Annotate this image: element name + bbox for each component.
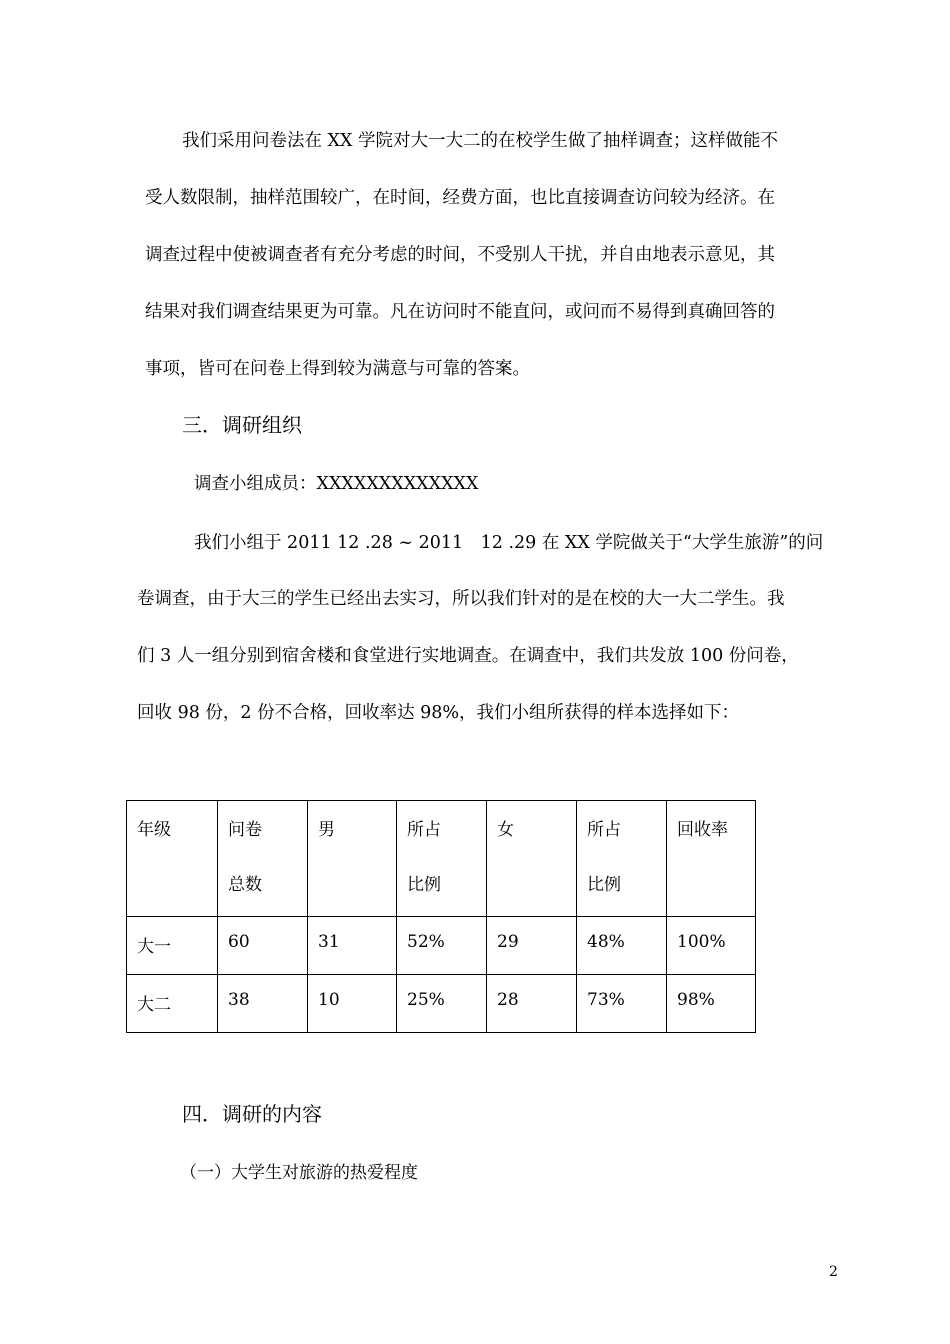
table-cell: 大一 xyxy=(127,917,218,975)
sample-table xyxy=(126,800,756,1033)
table-cell: 大二 xyxy=(127,975,218,1033)
table-cell: 60 xyxy=(218,917,308,975)
header-cell-female: 女 xyxy=(487,801,577,917)
table-cell: 52% xyxy=(397,917,487,975)
subsection-1-title: （一）大学生对旅游的热爱程度 xyxy=(180,1163,418,1183)
header-cell-grade: 年级 xyxy=(127,801,218,917)
table-cell: 31 xyxy=(308,917,397,975)
table-cell: 100% xyxy=(667,917,756,975)
header-cell-male: 男 xyxy=(308,801,397,917)
table-cell: 10 xyxy=(308,975,397,1033)
paragraph-2-line-4: 回收 98 份，2 份不合格，回收率达 98%，我们小组所获得的样本选择如下： xyxy=(137,703,740,723)
table-cell: 98% xyxy=(667,975,756,1033)
table-cell: 48% xyxy=(577,917,667,975)
members-line: 调查小组成员：XXXXXXXXXXXXX xyxy=(194,474,479,494)
paragraph-1-line-1: 我们采用问卷法在 XX 学院对大一大二的在校学生做了抽样调查；这样做能不 xyxy=(182,131,779,151)
paragraph-1-line-2: 受人数限制，抽样范围较广，在时间，经费方面，也比直接调查访问较为经济。在 xyxy=(145,188,775,208)
section-3-title: 三．调研组织 xyxy=(182,413,302,437)
paragraph-1-line-5: 事项，皆可在问卷上得到较为满意与可靠的答案。 xyxy=(145,359,530,379)
paragraph-1-line-4: 结果对我们调查结果更为可靠。凡在访问时不能直问，或问而不易得到真确回答的 xyxy=(145,302,775,322)
table-cell: 25% xyxy=(397,975,487,1033)
header-cell-total: 问卷 总数 xyxy=(218,801,308,917)
table-row xyxy=(127,917,756,975)
paragraph-2-line-3: 们 3 人一组分别到宿舍楼和食堂进行实地调查。在调查中，我们共发放 100 份问卷， xyxy=(137,646,799,666)
paragraph-2-line-2: 卷调查，由于大三的学生已经出去实习，所以我们针对的是在校的大一大二学生。我 xyxy=(137,589,785,609)
table-cell: 73% xyxy=(577,975,667,1033)
header-cell-female-ratio: 所占 比例 xyxy=(577,801,667,917)
header-cell-male-ratio: 所占 比例 xyxy=(397,801,487,917)
table-cell: 28 xyxy=(487,975,577,1033)
paragraph-1-line-3: 调查过程中使被调查者有充分考虑的时间，不受别人干扰，并自由地表示意见，其 xyxy=(145,245,775,265)
table-cell: 29 xyxy=(487,917,577,975)
section-4-title: 四．调研的内容 xyxy=(182,1102,322,1126)
table-cell: 38 xyxy=(218,975,308,1033)
paragraph-2-line-1: 我们小组于 2011 12 .28 ~ 2011 12 .29 在 XX 学院做关于“大学生旅游”的问 xyxy=(194,533,824,553)
table-header-row xyxy=(127,801,756,917)
page-number: 2 xyxy=(829,1264,838,1280)
header-cell-return-rate: 回收率 xyxy=(667,801,756,917)
table-row xyxy=(127,975,756,1033)
